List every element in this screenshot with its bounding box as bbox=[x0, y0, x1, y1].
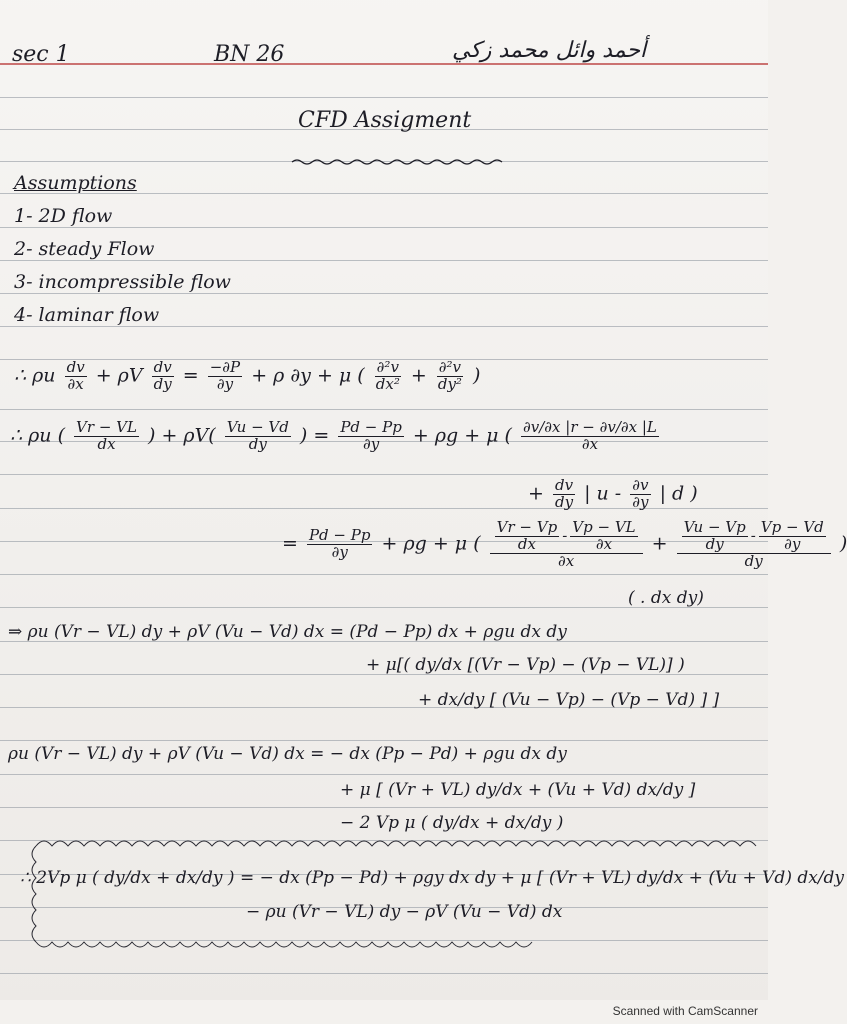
ruled-line bbox=[0, 260, 768, 261]
assumption-item: 1- 2D flow bbox=[14, 205, 113, 227]
ruled-line bbox=[0, 97, 768, 98]
ruled-line bbox=[0, 474, 768, 475]
page-title: CFD Assigment bbox=[298, 108, 472, 133]
ruled-line bbox=[0, 807, 768, 808]
equation-4-line-1: ⇒ ρu (Vr − VL) dy + ρV (Vu − Vd) dx = (Pd − Pp) dx + ρgu dx dy bbox=[8, 622, 567, 642]
assumption-item: 2- steady Flow bbox=[14, 238, 155, 260]
final-equation-line-2: − ρu (Vr − VL) dy − ρV (Vu − Vd) dx bbox=[246, 902, 563, 922]
equation-5-line-3: − 2 Vp μ ( dy/dx + dx/dy ) bbox=[340, 813, 564, 833]
final-equation-line-1: ∴ 2Vp μ ( dy/dx + dx/dy ) = − dx (Pp − Pd) + ρgy dx dy + μ [ (Vr + VL) dy/dx + (Vu + Vd) dx/dy bbox=[20, 868, 845, 888]
final-result-border bbox=[30, 834, 770, 954]
ruled-line bbox=[0, 574, 768, 575]
ruled-line bbox=[0, 227, 768, 228]
bn-label: BN 26 bbox=[214, 42, 285, 67]
fraction: $\frac{\text{∂²v}}{\text{dy²}}$ bbox=[437, 358, 462, 393]
ruled-line bbox=[0, 293, 768, 294]
scanner-watermark: Scanned with CamScanner bbox=[612, 1004, 758, 1018]
fraction: $\frac{\partial v}{\partial y}$ bbox=[632, 476, 649, 511]
assumption-item: 4- laminar flow bbox=[14, 304, 160, 326]
fraction: $\frac{-\partial P}{\partial y}$ bbox=[209, 358, 241, 393]
fraction: $\frac{dv}{dy}$ bbox=[153, 358, 172, 393]
multiply-note: ( . dx dy) bbox=[628, 588, 704, 608]
ruled-line bbox=[0, 326, 768, 327]
equation-2: ∴ ρu ( $\frac{Vr - VL}{dx}$ ) + ρV( $\frac{Vu - Vd}{dy}$ ) = $\frac{Pd - Pp}{\partial y}$ + ρg + μ ( $\frac{\partial v/\partial x |r - \partial v/\partial x |L}{\partial x}$ bbox=[10, 418, 657, 453]
fraction: $\frac{Pd - Pp}{\partial y}$ bbox=[340, 418, 402, 453]
fraction: $\frac{Vr - VL}{dx}$ bbox=[76, 418, 137, 453]
student-name: أحمد وائل محمد زكي bbox=[452, 38, 647, 63]
fraction: $\frac{Vu - Vd}{dy}$ bbox=[226, 418, 289, 453]
ruled-line bbox=[0, 409, 768, 410]
title-wavy-underline bbox=[292, 158, 504, 166]
equation-1: ∴ ρu $\frac{dv}{\partial x}$ + ρV $\frac{dv}{dy}$ = $\frac{-\partial P}{\partial y}$ + ρ ∂y + μ ( $\frac{\text{∂²v}}{\text{dx²}}$ + $\frac{\text{∂²v}}{\text{dy²}}$ ) bbox=[14, 358, 481, 393]
fraction: $\frac{Pd - Pp}{\partial y}$ bbox=[308, 526, 371, 562]
fraction: $\frac{\partial v/\partial x |r - \partial v/\partial x |L}{\partial x}$ bbox=[523, 418, 657, 453]
fraction: $\frac{Vu - Vp}{dy}$ - $\frac{Vp - Vd}{\partial y}$ dy bbox=[677, 520, 831, 569]
fraction: $\frac{Vr - Vp}{dx}$ - $\frac{Vp - VL}{\partial x}$ ∂x bbox=[490, 520, 643, 569]
ruled-line bbox=[0, 973, 768, 974]
equation-2-line-2: + $\frac{dv}{dy}$ | u - $\frac{\partial v}{\partial y}$ | d ) bbox=[528, 476, 698, 511]
assumptions-heading: Assumptions bbox=[14, 172, 137, 194]
fraction: $\frac{dv}{dy}$ bbox=[554, 476, 574, 511]
ruled-line bbox=[0, 774, 768, 775]
fraction: $\frac{\text{∂²v}}{\text{dx²}}$ bbox=[375, 358, 400, 393]
equation-3: = $\frac{Pd - Pp}{\partial y}$ + ρg + μ ( $\frac{Vr - Vp}{dx}$ - $\frac{Vp - VL}{\partial x}$ ∂x + $\frac{Vu - Vp}{dy}$ - $\frac{Vp - Vd}{\partial y}$ dy ) bbox=[282, 518, 847, 570]
ruled-line bbox=[0, 740, 768, 741]
equation-5-line-2: + μ [ (Vr + VL) dy/dx + (Vu + Vd) dx/dy ] bbox=[340, 780, 696, 800]
section-label: sec 1 bbox=[12, 42, 70, 67]
header-rule bbox=[0, 63, 768, 65]
assumption-item: 3- incompressible flow bbox=[14, 271, 231, 293]
equation-4-line-3: + dx/dy [ (Vu − Vp) − (Vp − Vd) ] ] bbox=[418, 690, 720, 710]
equation-5-line-1: ρu (Vr − VL) dy + ρV (Vu − Vd) dx = − dx (Pp − Pd) + ρgu dx dy bbox=[8, 744, 567, 764]
fraction: $\frac{dv}{\partial x}$ bbox=[66, 358, 85, 393]
equation-4-line-2: + μ[( dy/dx [(Vr − Vp) − (Vp − VL)] ) bbox=[366, 655, 685, 675]
eq1-prefix: ∴ ρu bbox=[14, 364, 56, 387]
